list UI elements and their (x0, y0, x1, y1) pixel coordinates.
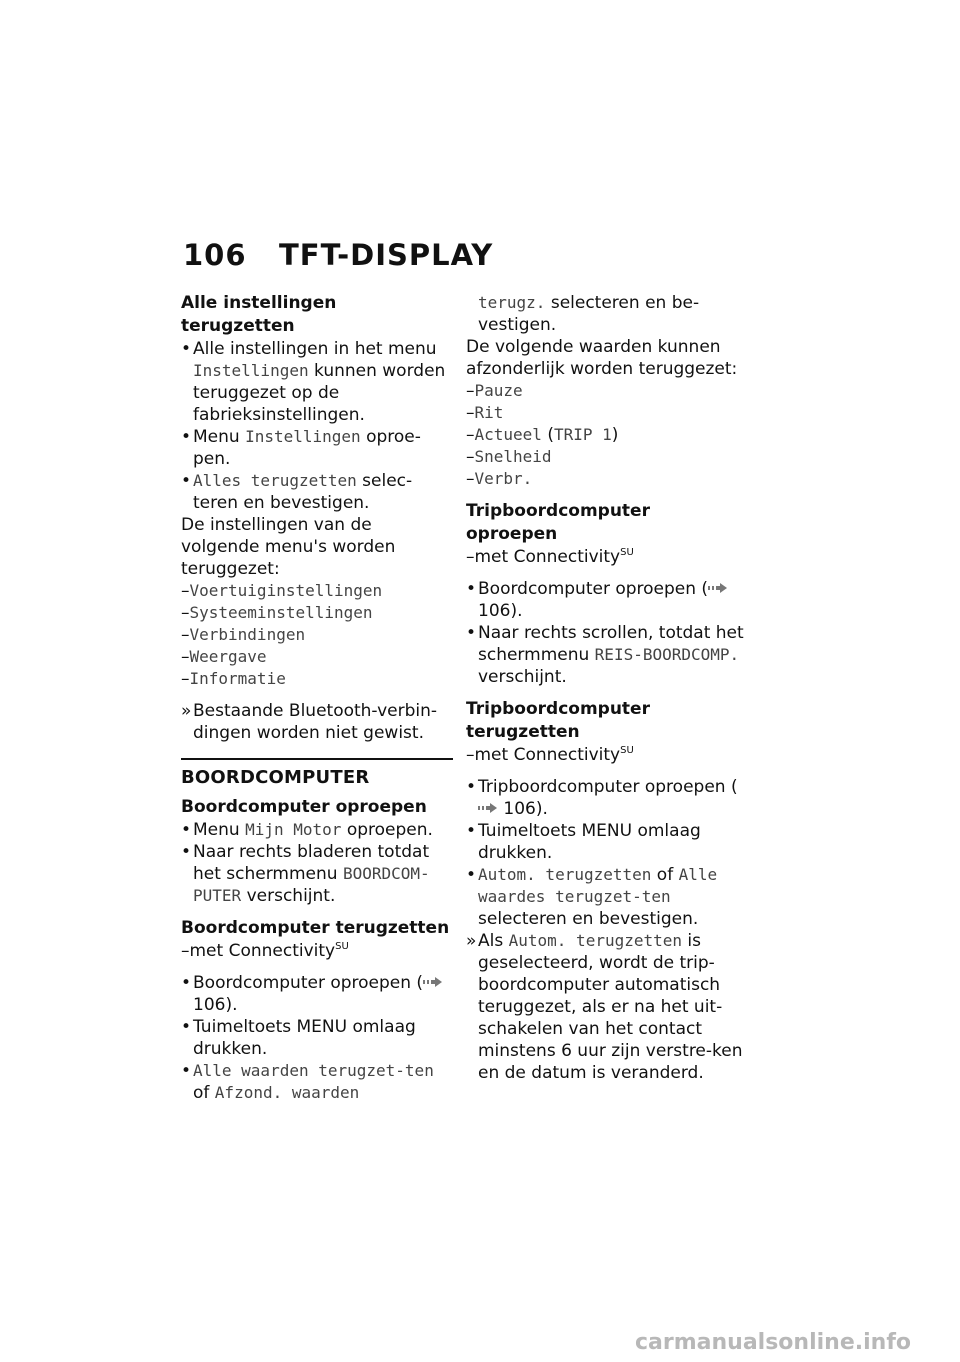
bullet-icon: • (466, 821, 477, 841)
bullet-icon: • (181, 1017, 192, 1037)
bullet-icon: • (181, 1061, 192, 1081)
dash-item: –Rit (466, 403, 504, 423)
list-item: • Alles terugzetten selec-teren en bevestigen. (181, 471, 413, 513)
menu-name: Autom. terugzetten (508, 931, 683, 950)
list-item: • Boordcomputer oproepen ( 106). (466, 578, 746, 622)
list-item-continued: terugz. selecteren en be-vestigen. (478, 293, 700, 335)
dash-item: –Actueel (TRIP 1) (466, 425, 619, 445)
list-item: • Boordcomputer oproepen ( 106). (181, 972, 453, 1016)
bullet-icon: • (466, 579, 477, 599)
page-title: TFT-DISPLAY (279, 238, 494, 272)
menu-name: REIS-BOORDCOMP. (594, 645, 740, 664)
bullet-icon: • (181, 339, 192, 359)
menu-name: Alle waardes terugzet-ten (478, 865, 718, 906)
page-number: 106 (183, 238, 247, 272)
list-item: • Naar rechts bladeren totdat het schermmenu BOORDCOM-PUTER verschijnt. (181, 842, 430, 906)
section-title: Tripboordcomputer oproepen (466, 501, 650, 544)
bullet-icon: • (466, 623, 477, 643)
chapter-title: BOORDCOMPUTER (181, 758, 453, 790)
page-reference-icon (708, 582, 728, 594)
list-item: • Tuimeltoets MENU omlaag drukken. (466, 821, 701, 863)
bullet-icon: • (181, 471, 192, 491)
menu-name: Afzond. waarden (214, 1083, 360, 1102)
menu-name: Alles terugzetten (193, 471, 357, 490)
requirement: –met Connectivity$^{SU}$ (466, 547, 634, 567)
bullet-icon: • (181, 820, 192, 840)
list-item: • Naar rechts scrollen, totdat het schermmenu REIS-BOORDCOMP. verschijnt. (466, 623, 744, 687)
requirement: –met Connectivity$^{SU}$ (466, 745, 634, 765)
section-title: Boordcomputer oproepen (181, 797, 427, 817)
left-column (181, 292, 453, 1104)
bullet-icon: • (181, 842, 192, 862)
result-item: » Als Autom. terugzetten is geselecteerd, wordt de trip-boordcomputer automatisch teruggezet, als er na het uit-schakelen van het contact minstens 6 uur zijn verstre-ken en de datum is veranderd. (466, 931, 743, 1083)
dash-item: –Systeeminstellingen (181, 603, 373, 623)
result-arrow-icon: » (466, 931, 477, 951)
dash-item: –Snelheid (466, 447, 552, 467)
dash-item: –Weergave (181, 647, 267, 667)
watermark: carmanualsonline.info (635, 1330, 911, 1355)
page-header (183, 238, 493, 272)
menu-name: BOORDCOM-PUTER (193, 864, 430, 905)
list-item: • Menu Instellingen oproe-pen. (181, 427, 421, 469)
list-item: • Tuimeltoets MENU omlaag drukken. (181, 1017, 416, 1059)
menu-name: Mijn Motor (245, 820, 342, 839)
dash-item: –Informatie (181, 669, 286, 689)
menu-name: Alle waarden terugzet-ten (193, 1061, 434, 1080)
bullet-icon: • (466, 865, 477, 885)
right-column (466, 292, 746, 1084)
menu-name: Instellingen (193, 361, 309, 380)
section-title: Tripboordcomputer terugzetten (466, 699, 650, 742)
page-reference-icon (478, 802, 498, 814)
list-item: • Autom. terugzetten of Alle waardes terugzet-ten selecteren en bevestigen. (466, 865, 718, 929)
dash-item: –Pauze (466, 381, 523, 401)
requirement: –met Connectivity$^{SU}$ (181, 941, 349, 961)
paragraph: De volgende waarden kunnen afzonderlijk worden teruggezet: (466, 337, 738, 379)
paragraph: De instellingen van de volgende menu's worden teruggezet: (181, 515, 396, 579)
bullet-icon: • (466, 777, 477, 797)
section-title: Boordcomputer terugzetten (181, 918, 450, 938)
bullet-icon: • (181, 973, 192, 993)
menu-name: terugz. (478, 293, 546, 312)
section-title: Alle instellingen terugzetten (181, 293, 337, 336)
dash-item: –Verbr. (466, 469, 533, 489)
result-item: » Bestaande Bluetooth-verbin-dingen worden niet gewist. (181, 701, 438, 743)
list-item: • Alle waarden terugzet-ten of Afzond. waarden (181, 1061, 434, 1103)
list-item: • Menu Mijn Motor oproepen. (181, 820, 433, 840)
dash-item: –Voertuiginstellingen (181, 581, 383, 601)
menu-name: Autom. terugzetten (478, 865, 652, 884)
result-arrow-icon: » (181, 701, 192, 721)
list-item: • Tripboordcomputer oproepen ( 106). (466, 777, 738, 819)
menu-name: Instellingen (245, 427, 361, 446)
bullet-icon: • (181, 427, 192, 447)
dash-item: –Verbindingen (181, 625, 306, 645)
page-reference-icon (423, 976, 443, 988)
list-item: • Alle instellingen in het menu Instellingen kunnen worden teruggezet op de fabrieksinstellingen. (181, 339, 446, 425)
